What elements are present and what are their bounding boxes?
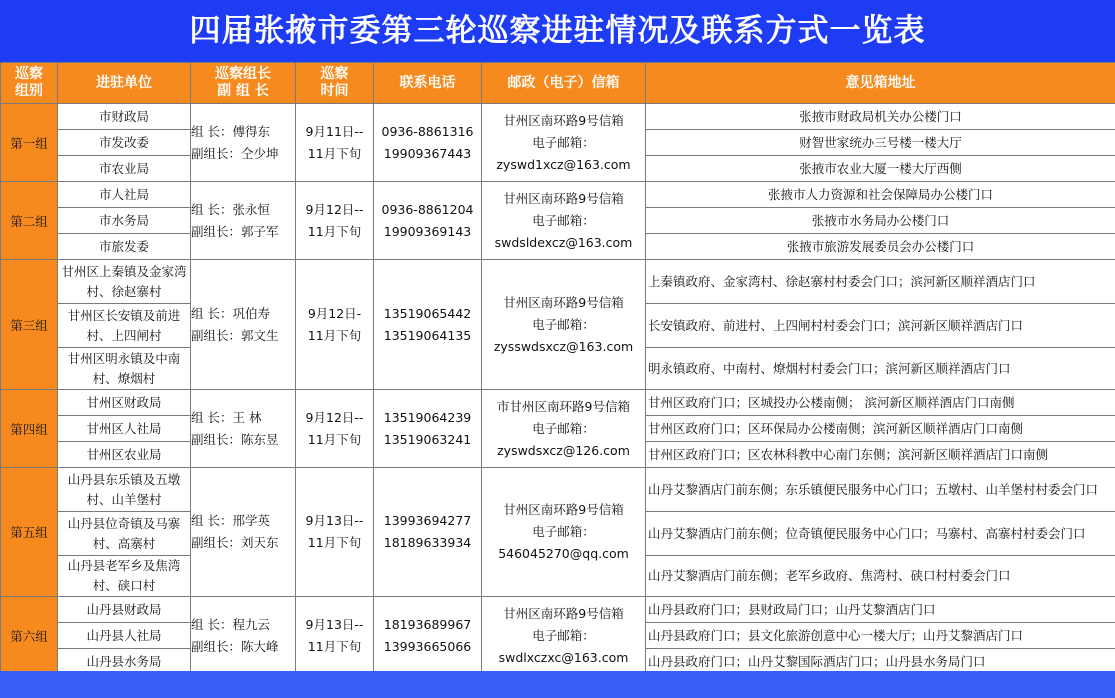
header-addr: 意见箱地址 (646, 63, 1115, 104)
unit-name: 市水务局 (58, 208, 191, 234)
table-row (1, 390, 1115, 416)
group-label: 第一组 (1, 104, 58, 182)
deputy-name: 副组长：陈大峰 (191, 638, 279, 654)
table-row (1, 182, 1115, 208)
email-address: swdsldexcz@163.com (494, 234, 633, 250)
mail-cell (482, 597, 646, 675)
mail-cell (482, 104, 646, 182)
opinion-box-address: 张掖市农业大厦一楼大厅西侧 (646, 156, 1115, 182)
phone-cell (374, 104, 482, 182)
opinion-box-address: 山丹艾黎酒店门前东侧；东乐镇便民服务中心门口；五墩村、山羊堡村村委会门口 (646, 468, 1115, 512)
phone-number: 13519063241 (383, 431, 472, 447)
opinion-box-address: 张掖市人力资源和社会保障局办公楼门口 (646, 182, 1115, 208)
phone-number: 13993665066 (383, 638, 472, 654)
time-start: 9月12日- (307, 305, 362, 321)
deputy-name: 副组长：郭文生 (191, 327, 279, 343)
group-label: 第三组 (1, 260, 58, 390)
opinion-box-address: 山丹艾黎酒店门前东侧；位奇镇便民服务中心门口；马寨村、高寨村村委会门口 (646, 512, 1115, 556)
time-cell (296, 468, 374, 597)
opinion-box-address: 山丹艾黎酒店门前东侧；老军乡政府、焦湾村、硖口村村委会门口 (646, 556, 1115, 597)
leader-name: 组 长：邢学英 (191, 513, 270, 528)
mailbox-address: 甘州区南环路9号信箱 (503, 502, 624, 517)
email-label: 电子邮箱： (532, 420, 595, 436)
mail-cell (482, 182, 646, 260)
phone-cell (374, 597, 482, 675)
leader-name: 组 长：张永恒 (191, 201, 270, 217)
deputy-name: 副组长：陈东昱 (191, 431, 279, 447)
email-label: 电子邮箱： (532, 212, 595, 228)
header-phone: 联系电话 (374, 63, 482, 104)
deputy-name: 副组长：郭子军 (191, 223, 279, 239)
inspection-table (0, 62, 1115, 675)
leader-name: 组 长：巩伯寿 (191, 305, 270, 321)
page-title: 四届张掖市委第三轮巡察进驻情况及联系方式一览表 (0, 0, 1115, 62)
time-end: 11月下旬 (307, 535, 362, 550)
email-label: 电子邮箱： (532, 627, 595, 643)
leader-cell (191, 260, 296, 390)
unit-name: 市农业局 (58, 156, 191, 182)
time-cell (296, 260, 374, 390)
table-row (1, 104, 1115, 130)
opinion-box-address: 山丹县政府门口；县财政局门口；山丹艾黎酒店门口 (646, 597, 1115, 623)
time-end: 11月下旬 (307, 431, 362, 447)
header-group: 巡察 组别 (1, 63, 58, 104)
mailbox-address: 市甘州区南环路9号信箱 (497, 398, 630, 414)
email-address: zysswdsxcz@163.com (493, 338, 634, 354)
opinion-box-address: 上秦镇政府、金家湾村、徐赵寨村村委会门口；滨河新区顺祥酒店门口 (646, 260, 1115, 304)
unit-name: 市财政局 (58, 104, 191, 130)
email-address: swdlxczxc@163.com (498, 649, 629, 665)
time-end: 11月下旬 (307, 223, 362, 239)
time-start: 9月13日-- (305, 513, 364, 528)
opinion-box-address: 张掖市水务局办公楼门口 (646, 208, 1115, 234)
time-cell (296, 104, 374, 182)
phone-number: 13519064135 (383, 327, 472, 343)
unit-name: 山丹县人社局 (58, 623, 191, 649)
unit-name: 市旅发委 (58, 234, 191, 260)
group-label: 第四组 (1, 390, 58, 468)
opinion-box-address: 山丹县政府门口；县文化旅游创意中心一楼大厅；山丹艾黎酒店门口 (646, 623, 1115, 649)
phone-cell (374, 468, 482, 597)
mail-cell (482, 468, 646, 597)
group-label: 第六组 (1, 597, 58, 675)
deputy-name: 副组长：仝少坤 (191, 145, 279, 161)
time-end: 11月下旬 (307, 145, 362, 161)
opinion-box-address: 甘州区政府门口；区城投办公楼南侧； 滨河新区顺祥酒店门口南侧 (646, 390, 1115, 416)
phone-cell (374, 390, 482, 468)
phone-cell (374, 182, 482, 260)
mail-cell (482, 260, 646, 390)
leader-name: 组 长：程九云 (191, 616, 270, 632)
table-row (1, 597, 1115, 623)
leader-cell (191, 182, 296, 260)
table-row (1, 468, 1115, 512)
time-end: 11月下旬 (307, 327, 362, 343)
unit-name: 山丹县水务局 (58, 649, 191, 675)
time-start: 9月12日-- (305, 201, 364, 217)
time-cell (296, 597, 374, 675)
leader-cell (191, 390, 296, 468)
leader-name: 组 长：王 林 (191, 409, 262, 425)
email-label: 电子邮箱： (532, 316, 595, 332)
time-start: 9月13日-- (305, 616, 364, 632)
header-time: 巡察 时间 (296, 63, 374, 104)
phone-number: 13519064239 (383, 409, 472, 425)
time-end: 11月下旬 (307, 638, 362, 654)
leader-cell (191, 104, 296, 182)
header-mail: 邮政（电子）信箱 (482, 63, 646, 104)
opinion-box-address: 长安镇政府、前进村、上四闸村村委会门口；滨河新区顺祥酒店门口 (646, 304, 1115, 348)
phone-number: 13993694277 (383, 513, 472, 528)
mailbox-address: 甘州区南环路9号信箱 (503, 605, 624, 621)
mail-cell (482, 390, 646, 468)
phone-number: 18193689967 (383, 616, 472, 632)
leader-cell (191, 468, 296, 597)
opinion-box-address: 财智世家统办三号楼一楼大厅 (646, 130, 1115, 156)
unit-name: 山丹县位奇镇及马寨村、高寨村 (58, 512, 191, 556)
group-label: 第五组 (1, 468, 58, 597)
phone-number: 19909367443 (383, 145, 472, 161)
deputy-name: 副组长：刘天东 (191, 535, 279, 550)
group-label: 第二组 (1, 182, 58, 260)
header-row (1, 63, 1115, 104)
mailbox-address: 甘州区南环路9号信箱 (503, 294, 624, 310)
unit-name: 甘州区人社局 (58, 416, 191, 442)
unit-name: 山丹县东乐镇及五墩村、山羊堡村 (58, 468, 191, 512)
email-address: zyswd1xcz@163.com (496, 156, 631, 172)
phone-number: 0936-8861204 (381, 201, 474, 217)
phone-cell (374, 260, 482, 390)
header-unit: 进驻单位 (58, 63, 191, 104)
mailbox-address: 甘州区南环路9号信箱 (503, 112, 624, 128)
opinion-box-address: 山丹县政府门口；山丹艾黎国际酒店门口；山丹县水务局门口 (646, 649, 1115, 675)
time-start: 9月11日-- (305, 123, 364, 139)
unit-name: 甘州区上秦镇及金家湾村、徐赵寨村 (58, 260, 191, 304)
unit-name: 甘州区农业局 (58, 442, 191, 468)
email-address: 546045270@qq.com (498, 546, 629, 561)
unit-name: 甘州区财政局 (58, 390, 191, 416)
unit-name: 山丹县老军乡及焦湾村、硖口村 (58, 556, 191, 597)
time-cell (296, 182, 374, 260)
bottom-band (0, 671, 1115, 698)
unit-name: 甘州区长安镇及前进村、上四闸村 (58, 304, 191, 348)
unit-name: 甘州区明永镇及中南村、燎烟村 (58, 348, 191, 390)
mailbox-address: 甘州区南环路9号信箱 (503, 190, 624, 206)
unit-name: 市人社局 (58, 182, 191, 208)
phone-number: 18189633934 (383, 535, 472, 550)
email-label: 电子邮箱： (532, 134, 595, 150)
phone-number: 13519065442 (383, 305, 472, 321)
leader-name: 组 长：傅得东 (191, 123, 270, 139)
opinion-box-address: 张掖市财政局机关办公楼门口 (646, 104, 1115, 130)
opinion-box-address: 张掖市旅游发展委员会办公楼门口 (646, 234, 1115, 260)
email-address: zyswdsxcz@126.com (497, 442, 630, 458)
email-label: 电子邮箱： (532, 524, 595, 539)
time-start: 9月12日-- (305, 409, 364, 425)
opinion-box-address: 明永镇政府、中南村、燎烟村村委会门口；滨河新区顺祥酒店门口 (646, 348, 1115, 390)
phone-number: 0936-8861316 (381, 123, 474, 139)
table-row (1, 260, 1115, 304)
opinion-box-address: 甘州区政府门口；区农林科教中心南门东侧；滨河新区顺祥酒店门口南侧 (646, 442, 1115, 468)
opinion-box-address: 甘州区政府门口；区环保局办公楼南侧；滨河新区顺祥酒店门口南侧 (646, 416, 1115, 442)
leader-cell (191, 597, 296, 675)
time-cell (296, 390, 374, 468)
phone-number: 19909369143 (383, 223, 472, 239)
unit-name: 市发改委 (58, 130, 191, 156)
header-leader: 巡察组长 副 组 长 (191, 63, 296, 104)
unit-name: 山丹县财政局 (58, 597, 191, 623)
